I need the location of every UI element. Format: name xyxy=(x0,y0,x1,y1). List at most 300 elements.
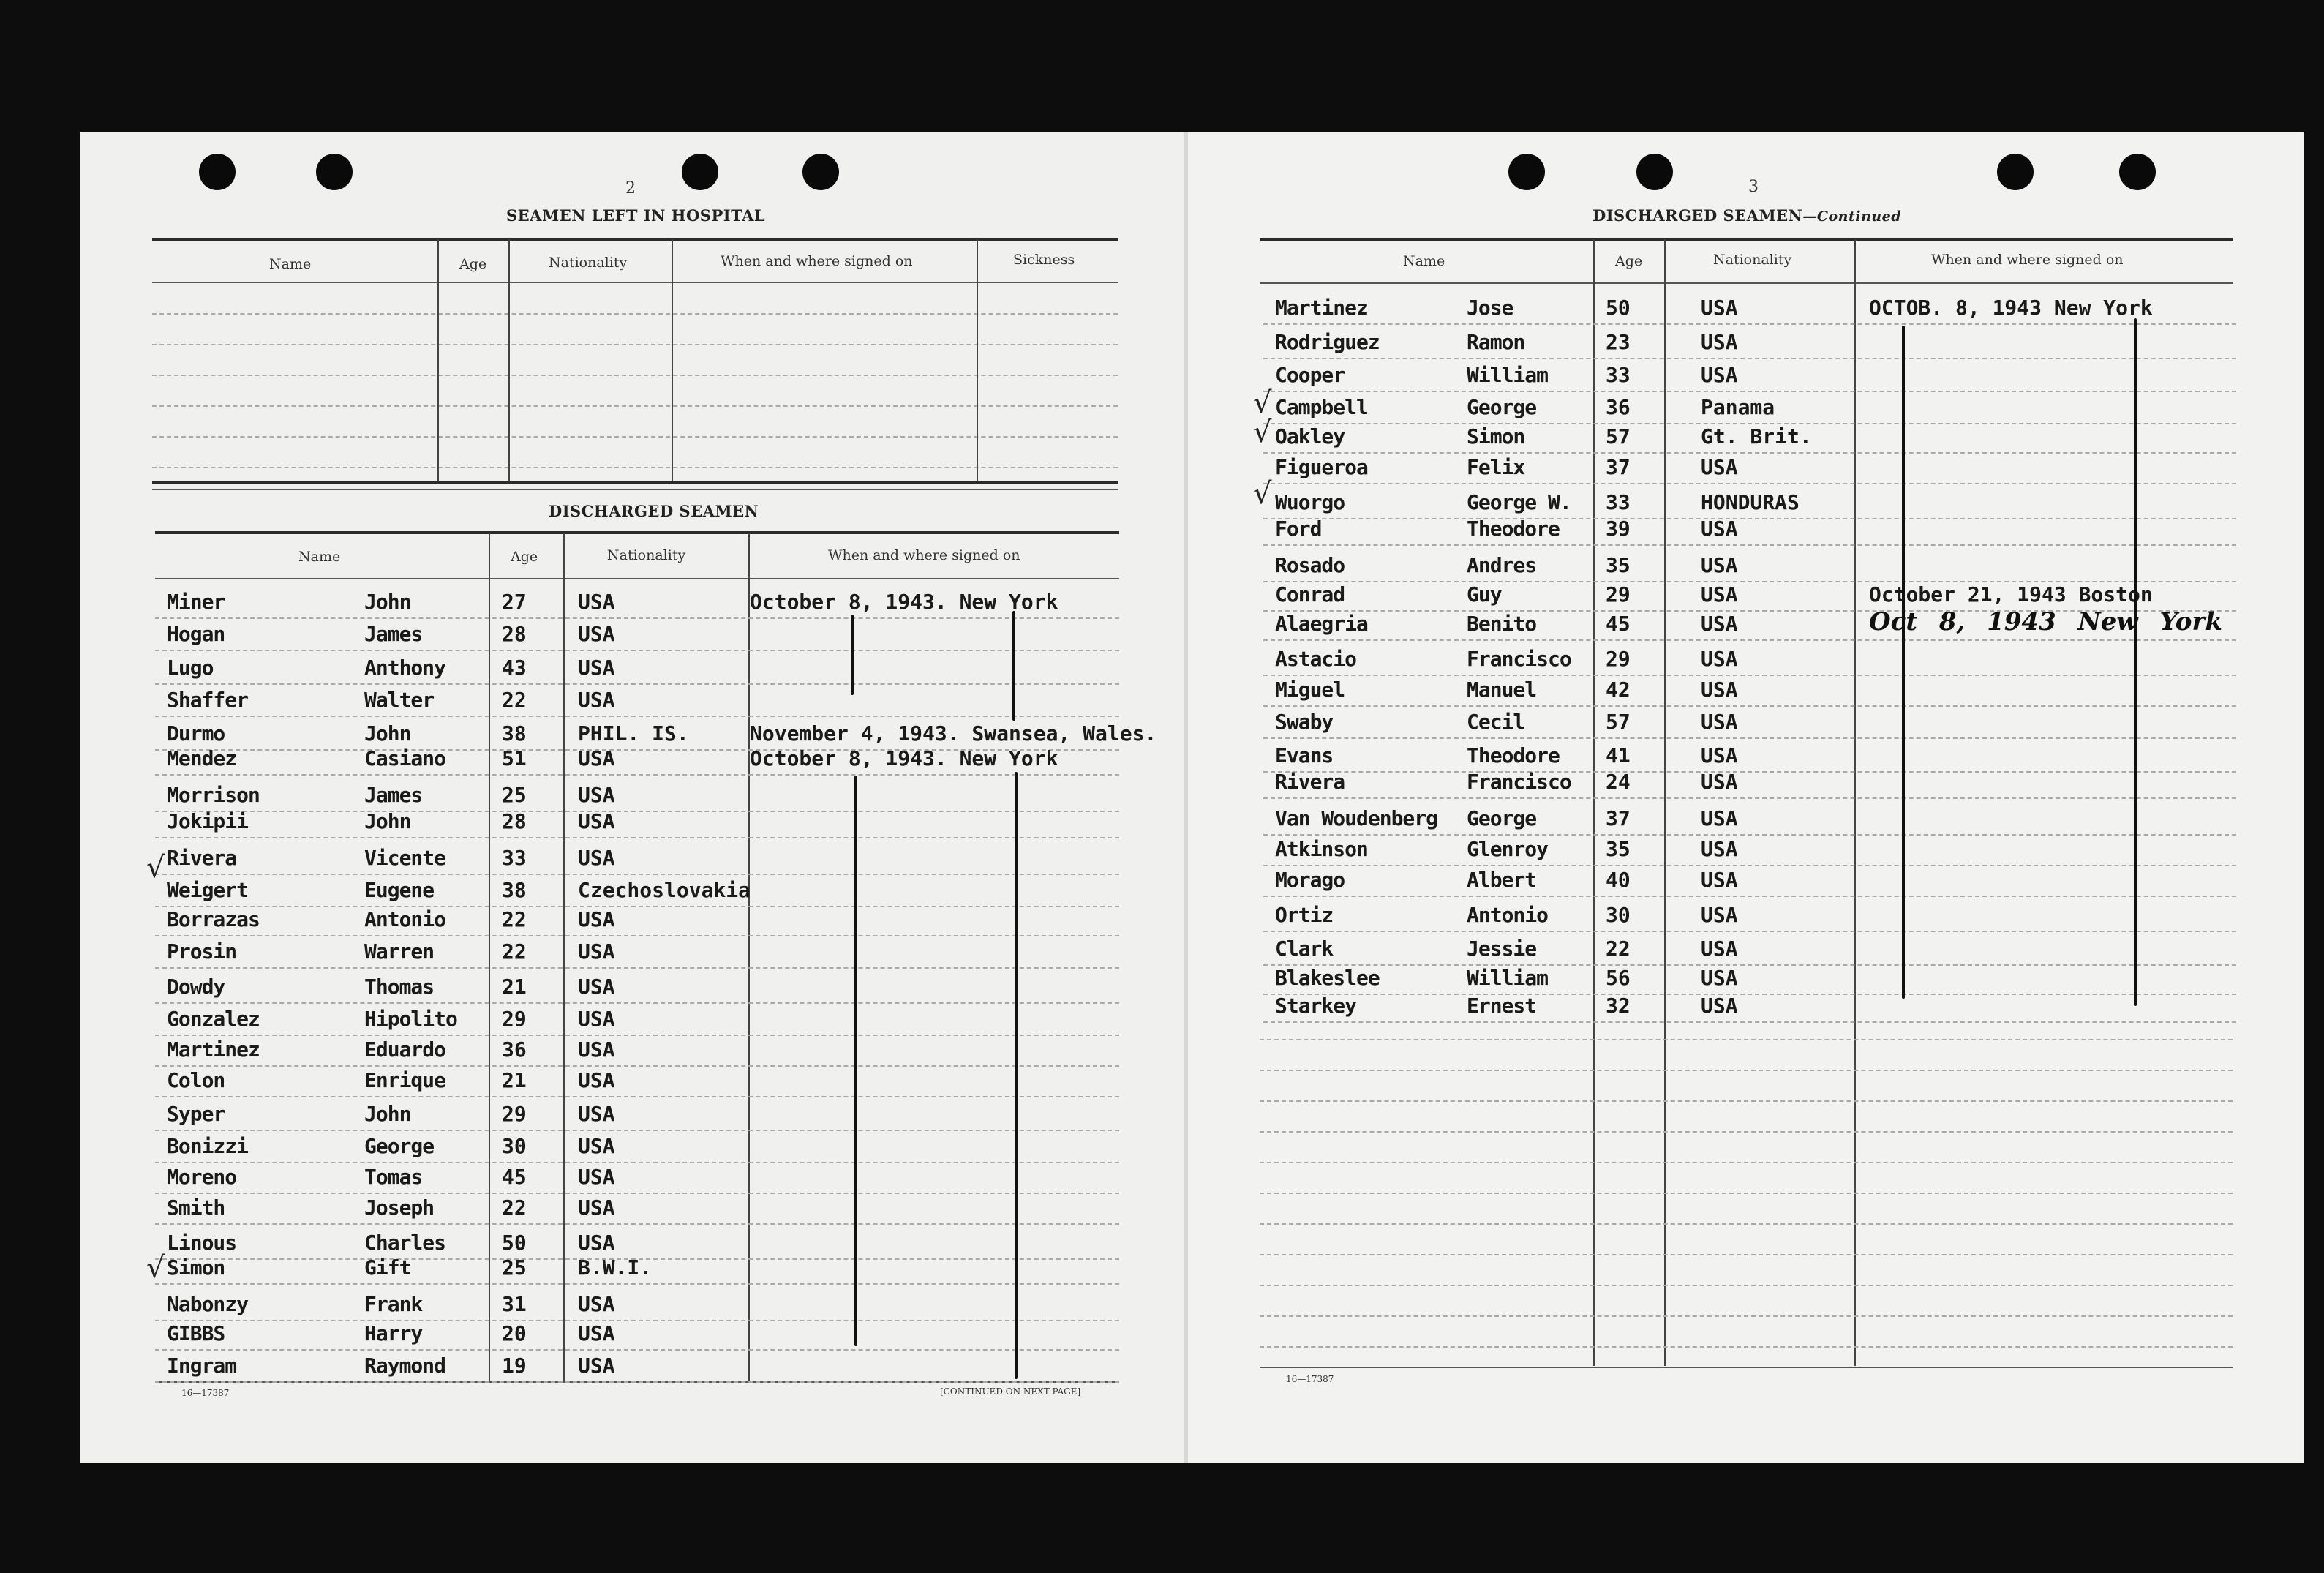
cell-surname: Rivera xyxy=(167,846,237,870)
cell-age: 21 xyxy=(502,975,527,999)
right-header-rule xyxy=(1260,282,2233,284)
row-rule xyxy=(1263,705,2236,707)
cell-nationality: USA xyxy=(578,622,615,646)
punch-hole xyxy=(1997,154,2034,190)
discharged-header-rule xyxy=(155,578,1119,579)
cell-surname: Prosin xyxy=(167,939,237,964)
cell-age: 37 xyxy=(1606,455,1631,479)
cell-age: 33 xyxy=(1606,490,1631,514)
cell-age: 24 xyxy=(1606,770,1631,794)
cell-given: Thomas xyxy=(364,975,435,999)
discharged-col-signed-on: When and where signed on xyxy=(828,547,1020,563)
cell-given: James xyxy=(364,622,423,646)
cell-given: Enrique xyxy=(364,1068,446,1092)
cell-surname: Rivera xyxy=(1275,770,1345,794)
cell-age: 22 xyxy=(502,1195,527,1220)
cell-age: 29 xyxy=(1606,582,1631,607)
cell-surname: Ingram xyxy=(167,1354,237,1378)
cell-age: 23 xyxy=(1606,330,1631,354)
cell-nationality: USA xyxy=(1701,647,1738,671)
row-rule xyxy=(1263,483,2236,484)
cell-nationality: USA xyxy=(578,846,615,870)
form-number-right: 16—17387 xyxy=(1286,1374,1334,1384)
cell-age: 28 xyxy=(502,809,527,833)
cell-age: 25 xyxy=(502,1255,527,1280)
punch-hole xyxy=(2119,154,2156,190)
cell-nationality: USA xyxy=(578,975,615,999)
row-rule xyxy=(1263,391,2236,392)
row-rule xyxy=(155,1320,1119,1321)
cell-nationality: USA xyxy=(578,907,615,931)
blank-row-rule xyxy=(1260,1346,2233,1348)
cell-nationality: Czechoslovakia xyxy=(578,878,751,902)
cell-given: James xyxy=(364,783,423,807)
cell-nationality: USA xyxy=(578,1037,615,1062)
cell-given: John xyxy=(364,721,411,746)
row-rule xyxy=(1263,797,2236,799)
cell-nationality: USA xyxy=(1701,612,1738,636)
row-rule xyxy=(1263,358,2236,359)
ditto-mark xyxy=(1012,611,1015,721)
right-title-main: DISCHARGED SEAMEN xyxy=(1592,206,1803,225)
cell-nationality: USA xyxy=(578,783,615,807)
punch-hole xyxy=(682,154,718,190)
cell-surname: Martinez xyxy=(167,1037,260,1062)
cell-nationality: USA xyxy=(578,1354,615,1378)
cell-nationality: B.W.I. xyxy=(578,1255,653,1280)
cell-surname: Starkey xyxy=(1275,994,1357,1018)
cell-age: 36 xyxy=(1606,395,1631,419)
cell-age: 31 xyxy=(502,1292,527,1316)
cell-nationality: HONDURAS xyxy=(1701,490,1800,514)
row-rule xyxy=(1263,452,2236,454)
discharged-table-top-rule xyxy=(155,531,1119,534)
blank-row-rule xyxy=(1260,1223,2233,1225)
cell-given: Manuel xyxy=(1467,677,1537,702)
cell-given: Ernest xyxy=(1467,994,1537,1018)
hospital-row-line xyxy=(152,375,1118,376)
cell-surname: Colon xyxy=(167,1068,225,1092)
row-rule xyxy=(1263,834,2236,836)
cell-age: 45 xyxy=(1606,612,1631,636)
row-rule xyxy=(1263,964,2236,966)
cell-nationality: USA xyxy=(1701,455,1738,479)
cell-age: 22 xyxy=(502,907,527,931)
hospital-divider xyxy=(437,239,439,481)
right-divider xyxy=(1854,239,1856,1366)
cell-nationality: USA xyxy=(1701,710,1738,734)
row-rule xyxy=(1263,737,2236,739)
cell-nationality: USA xyxy=(1701,770,1738,794)
cell-given: John xyxy=(364,590,411,614)
cell-signed-on: October 8, 1943. New York xyxy=(750,746,1058,770)
blank-row-rule xyxy=(1260,1131,2233,1133)
row-rule xyxy=(1263,323,2236,325)
cell-age: 35 xyxy=(1606,553,1631,577)
cell-age: 28 xyxy=(502,622,527,646)
cell-given: Antonio xyxy=(364,907,446,931)
cell-signed-on: OCTOB. 8, 1943 New York xyxy=(1869,296,2153,320)
section-separator xyxy=(152,489,1118,490)
cell-surname: GIBBS xyxy=(167,1321,225,1345)
cell-nationality: Gt. Brit. xyxy=(1701,424,1812,448)
punch-hole xyxy=(1636,154,1673,190)
cell-age: 20 xyxy=(502,1321,527,1345)
cell-surname: Lugo xyxy=(167,656,214,680)
discharged-section-title: DISCHARGED SEAMEN xyxy=(549,502,759,520)
cell-surname: Blakeslee xyxy=(1275,966,1380,990)
cell-nationality: USA xyxy=(1701,966,1738,990)
cell-age: 43 xyxy=(502,656,527,680)
right-col-signed-on: When and where signed on xyxy=(1931,252,2124,268)
cell-nationality: USA xyxy=(578,1134,615,1158)
cell-given: Andres xyxy=(1467,553,1537,577)
ditto-mark xyxy=(1015,772,1018,1379)
cell-nationality: USA xyxy=(1701,363,1738,387)
cell-age: 30 xyxy=(1606,903,1631,927)
cell-surname: Martinez xyxy=(1275,296,1368,320)
cell-signed-on: November 4, 1943. Swansea, Wales. xyxy=(750,721,1157,746)
row-rule xyxy=(1263,639,2236,641)
row-rule xyxy=(1263,544,2236,546)
right-col-nationality: Nationality xyxy=(1713,252,1792,268)
cell-given: George W. xyxy=(1467,490,1571,514)
cell-surname: Campbell xyxy=(1275,395,1368,419)
right-divider xyxy=(1664,239,1666,1366)
cell-age: 33 xyxy=(502,846,527,870)
row-rule xyxy=(1263,675,2236,676)
row-rule xyxy=(155,1002,1119,1004)
cell-age: 41 xyxy=(1606,743,1631,767)
discharged-divider xyxy=(748,533,750,1381)
cell-nationality: USA xyxy=(578,1292,615,1316)
cell-nationality: USA xyxy=(578,1165,615,1189)
cell-age: 56 xyxy=(1606,966,1631,990)
hospital-header-rule xyxy=(152,282,1118,283)
cell-nationality: USA xyxy=(1701,903,1738,927)
cell-nationality: USA xyxy=(1701,743,1738,767)
cell-given: George xyxy=(1467,806,1537,830)
cell-given: Theodore xyxy=(1467,517,1560,541)
cell-given: Vicente xyxy=(364,846,446,870)
cell-age: 50 xyxy=(1606,296,1631,320)
cell-age: 29 xyxy=(502,1102,527,1126)
cell-surname: Atkinson xyxy=(1275,837,1368,861)
cell-surname: Van Woudenberg xyxy=(1275,806,1438,830)
cell-age: 27 xyxy=(502,590,527,614)
right-col-age: Age xyxy=(1615,253,1643,269)
cell-given: Harry xyxy=(364,1321,423,1345)
cell-surname: Bonizzi xyxy=(167,1134,249,1158)
cell-age: 51 xyxy=(502,746,527,770)
cell-surname: Shaffer xyxy=(167,688,249,712)
cell-surname: Durmo xyxy=(167,721,225,746)
cell-surname: Linous xyxy=(167,1231,237,1255)
cell-given: Eduardo xyxy=(364,1037,446,1062)
cell-nationality: PHIL. IS. xyxy=(578,721,689,746)
cell-nationality: USA xyxy=(578,590,615,614)
cell-surname: Nabonzy xyxy=(167,1292,249,1316)
cell-surname: Morrison xyxy=(167,783,260,807)
cell-age: 38 xyxy=(502,878,527,902)
cell-given: Anthony xyxy=(364,656,446,680)
cell-age: 29 xyxy=(1606,647,1631,671)
row-rule xyxy=(1263,771,2236,773)
cell-nationality: Panama xyxy=(1701,395,1775,419)
cell-age: 35 xyxy=(1606,837,1631,861)
row-rule xyxy=(155,1096,1119,1097)
cell-surname: Rosado xyxy=(1275,553,1345,577)
cell-given: Hipolito xyxy=(364,1007,457,1031)
cell-given: Felix xyxy=(1467,455,1525,479)
cell-nationality: USA xyxy=(578,688,615,712)
cell-given: Eugene xyxy=(364,878,435,902)
cell-nationality: USA xyxy=(578,1068,615,1092)
row-rule xyxy=(155,811,1119,812)
cell-surname: Gonzalez xyxy=(167,1007,260,1031)
cell-surname: Miguel xyxy=(1275,677,1345,702)
cell-surname: Weigert xyxy=(167,878,249,902)
cell-nationality: USA xyxy=(1701,582,1738,607)
cell-nationality: USA xyxy=(578,1231,615,1255)
hospital-divider xyxy=(508,239,510,481)
blank-row-rule xyxy=(1260,1285,2233,1286)
blank-row-rule xyxy=(1260,1254,2233,1255)
cell-age: 50 xyxy=(502,1231,527,1255)
cell-age: 30 xyxy=(502,1134,527,1158)
cell-surname: Wuorgo xyxy=(1275,490,1345,514)
row-rule xyxy=(155,1162,1119,1163)
cell-nationality: USA xyxy=(1701,936,1738,961)
cell-given: Francisco xyxy=(1467,770,1571,794)
cell-age: 38 xyxy=(502,721,527,746)
cell-given: Simon xyxy=(1467,424,1525,448)
cell-surname: Smith xyxy=(167,1195,225,1220)
hospital-divider xyxy=(977,239,978,481)
cell-age: 22 xyxy=(502,939,527,964)
cell-age: 21 xyxy=(502,1068,527,1092)
cell-age: 45 xyxy=(502,1165,527,1189)
row-rule xyxy=(155,617,1119,619)
cell-nationality: USA xyxy=(1701,837,1738,861)
hospital-row-line xyxy=(152,405,1118,407)
hospital-row-line xyxy=(152,313,1118,315)
cell-given: Walter xyxy=(364,688,435,712)
cell-nationality: USA xyxy=(578,1102,615,1126)
cell-nationality: USA xyxy=(1701,296,1738,320)
cell-surname: Miner xyxy=(167,590,225,614)
cell-age: 40 xyxy=(1606,868,1631,892)
ditto-mark xyxy=(2134,318,2137,1006)
cell-age: 57 xyxy=(1606,710,1631,734)
hospital-table-top-rule xyxy=(152,238,1118,241)
page-fold xyxy=(1184,132,1188,1463)
cell-surname: Dowdy xyxy=(167,975,225,999)
right-col-name: Name xyxy=(1403,253,1445,269)
cell-surname: Rodriguez xyxy=(1275,330,1380,354)
cell-age: 29 xyxy=(502,1007,527,1031)
blank-row-rule xyxy=(1260,1100,2233,1102)
cell-given: Albert xyxy=(1467,868,1537,892)
blank-row-rule xyxy=(1260,1315,2233,1317)
punch-hole xyxy=(1508,154,1545,190)
cell-surname: Mendez xyxy=(167,746,237,770)
cell-surname: Figueroa xyxy=(1275,455,1368,479)
continued-note: [CONTINUED ON NEXT PAGE] xyxy=(940,1386,1081,1397)
hospital-row-line xyxy=(152,436,1118,438)
cell-given: Jessie xyxy=(1467,936,1537,961)
cell-age: 37 xyxy=(1606,806,1631,830)
cell-given: Tomas xyxy=(364,1165,423,1189)
cell-given: Francisco xyxy=(1467,647,1571,671)
hospital-row-line xyxy=(152,344,1118,345)
cell-surname: Cooper xyxy=(1275,363,1345,387)
cell-age: 36 xyxy=(502,1037,527,1062)
blank-row-rule xyxy=(1260,1193,2233,1194)
cell-surname: Clark xyxy=(1275,936,1334,961)
check-mark: √ xyxy=(146,1251,165,1285)
cell-surname: Swaby xyxy=(1275,710,1334,734)
row-rule xyxy=(155,1381,1119,1383)
cell-given: Gift xyxy=(364,1255,411,1280)
cell-surname: Alaegria xyxy=(1275,612,1368,636)
cell-given: John xyxy=(364,1102,411,1126)
cell-given: George xyxy=(1467,395,1537,419)
cell-given: Benito xyxy=(1467,612,1537,636)
right-title-continued: —Continued xyxy=(1802,209,1901,225)
cell-age: 39 xyxy=(1606,517,1631,541)
cell-nationality: USA xyxy=(1701,994,1738,1018)
row-rule xyxy=(155,683,1119,685)
row-rule xyxy=(155,1130,1119,1131)
cell-age: 33 xyxy=(1606,363,1631,387)
cell-nationality: USA xyxy=(578,1007,615,1031)
row-rule xyxy=(155,874,1119,875)
cell-signed-on: October 21, 1943 Boston xyxy=(1869,582,2153,607)
cell-given: Guy xyxy=(1467,582,1502,607)
cell-surname: Syper xyxy=(167,1102,225,1126)
cell-nationality: USA xyxy=(1701,868,1738,892)
row-rule xyxy=(155,935,1119,936)
row-rule xyxy=(155,1349,1119,1351)
hospital-divider xyxy=(672,239,673,481)
handwritten-note: Oct 8, 1943 New York xyxy=(1869,607,2222,637)
cell-surname: Conrad xyxy=(1275,582,1345,607)
hospital-col-nationality: Nationality xyxy=(549,255,628,271)
cell-given: Raymond xyxy=(364,1354,446,1378)
row-rule xyxy=(1263,865,2236,866)
hospital-col-signed-on: When and where signed on xyxy=(721,253,913,269)
cell-nationality: USA xyxy=(1701,517,1738,541)
cell-surname: Simon xyxy=(167,1255,225,1280)
row-rule xyxy=(1263,994,2236,995)
cell-given: William xyxy=(1467,966,1549,990)
row-rule xyxy=(155,1283,1119,1285)
hospital-section-title: SEAMEN LEFT IN HOSPITAL xyxy=(506,206,766,225)
cell-nationality: USA xyxy=(578,656,615,680)
cell-surname: Ford xyxy=(1275,517,1322,541)
cell-surname: Moreno xyxy=(167,1165,237,1189)
row-rule xyxy=(155,1193,1119,1194)
discharged-col-name: Name xyxy=(298,549,341,565)
row-rule xyxy=(155,650,1119,651)
cell-given: Charles xyxy=(364,1231,446,1255)
cell-nationality: USA xyxy=(1701,806,1738,830)
row-rule xyxy=(1263,896,2236,897)
cell-age: 22 xyxy=(502,688,527,712)
cell-nationality: USA xyxy=(578,1195,615,1220)
right-divider xyxy=(1593,239,1595,1366)
row-rule xyxy=(155,837,1119,838)
cell-given: Jose xyxy=(1467,296,1513,320)
cell-nationality: USA xyxy=(578,809,615,833)
cell-surname: Oakley xyxy=(1275,424,1345,448)
row-rule xyxy=(155,1223,1119,1225)
hospital-row-line xyxy=(152,467,1118,468)
cell-given: William xyxy=(1467,363,1549,387)
check-mark: √ xyxy=(1253,416,1272,449)
cell-given: Casiano xyxy=(364,746,446,770)
cell-nationality: USA xyxy=(578,746,615,770)
cell-nationality: USA xyxy=(578,1321,615,1345)
cell-surname: Borrazas xyxy=(167,907,260,931)
cell-given: Joseph xyxy=(364,1195,435,1220)
cell-nationality: USA xyxy=(1701,677,1738,702)
row-rule xyxy=(155,1065,1119,1067)
right-section-title xyxy=(1592,206,1901,225)
row-rule xyxy=(155,774,1119,776)
ditto-mark xyxy=(1902,326,1905,999)
cell-nationality: USA xyxy=(578,939,615,964)
cell-surname: Evans xyxy=(1275,743,1334,767)
cell-surname: Morago xyxy=(1275,868,1345,892)
cell-surname: Jokipii xyxy=(167,809,249,833)
hospital-col-age: Age xyxy=(459,256,487,272)
ditto-mark xyxy=(851,615,854,695)
cell-given: Glenroy xyxy=(1467,837,1549,861)
cell-given: Ramon xyxy=(1467,330,1525,354)
right-table-top-rule xyxy=(1260,238,2233,241)
row-rule xyxy=(155,906,1119,907)
hospital-table-bottom-rule xyxy=(152,481,1118,484)
check-mark: √ xyxy=(146,851,165,885)
cell-given: Antonio xyxy=(1467,903,1549,927)
cell-given: Theodore xyxy=(1467,743,1560,767)
blank-row-rule xyxy=(1260,1039,2233,1040)
cell-given: John xyxy=(364,809,411,833)
ditto-mark xyxy=(854,776,857,1346)
row-rule xyxy=(1263,1021,2236,1023)
cell-age: 42 xyxy=(1606,677,1631,702)
hospital-col-sickness: Sickness xyxy=(1013,252,1075,268)
blank-row-rule xyxy=(1260,1070,2233,1071)
discharged-col-nationality: Nationality xyxy=(607,547,686,563)
form-number-left: 16—17387 xyxy=(181,1388,230,1398)
right-table-bottom-rule xyxy=(1260,1367,2233,1368)
cell-given: Warren xyxy=(364,939,435,964)
discharged-divider xyxy=(489,533,490,1381)
cell-age: 25 xyxy=(502,783,527,807)
page-number-left: 2 xyxy=(625,179,636,198)
row-rule xyxy=(155,1035,1119,1036)
cell-age: 19 xyxy=(502,1354,527,1378)
punch-hole xyxy=(199,154,236,190)
cell-nationality: USA xyxy=(1701,330,1738,354)
hospital-col-name: Name xyxy=(269,256,312,272)
cell-signed-on: October 8, 1943. New York xyxy=(750,590,1058,614)
cell-nationality: USA xyxy=(1701,553,1738,577)
cell-age: 32 xyxy=(1606,994,1631,1018)
